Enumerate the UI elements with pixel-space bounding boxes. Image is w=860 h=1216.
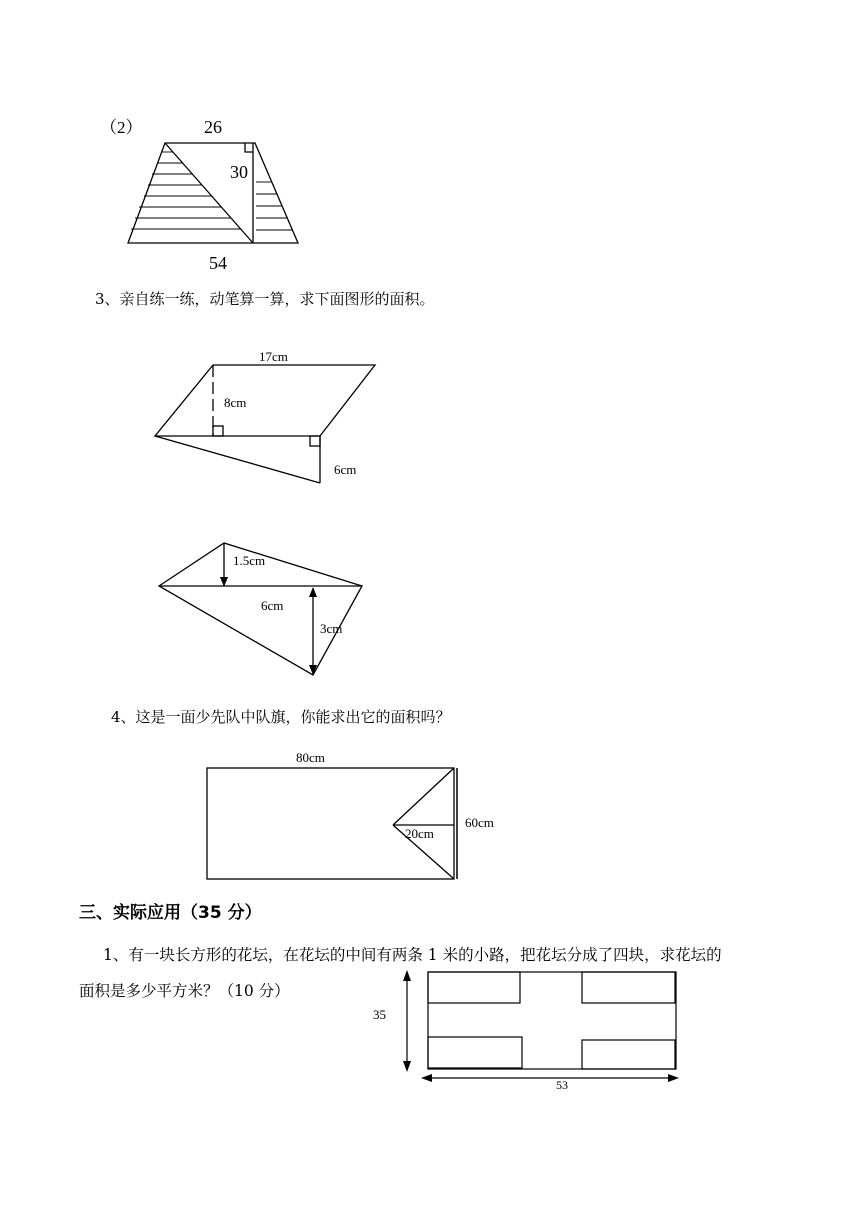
flag-height-label: 60cm <box>465 815 494 830</box>
trapezoid-bottom-label: 54 <box>209 253 227 273</box>
triangle-side-label: 6cm <box>334 462 357 477</box>
right-angle-mark <box>245 143 253 152</box>
trapezoid-height-label: 30 <box>230 162 248 182</box>
flag-width-label: 80cm <box>296 750 325 765</box>
flowerbed-outline <box>428 972 676 1069</box>
flag-figure <box>207 750 494 879</box>
question-3-text: 3、亲自练一练，动笔算一算，求下面图形的面积。 <box>95 290 435 308</box>
figure-label: （2） <box>100 118 143 137</box>
practical-q1-line1: 1、有一块长方形的花坛，在花坛的中间有两条 1 米的小路，把花坛分成了四块，求花坛的 <box>103 946 722 964</box>
flowerbed-block <box>428 1037 522 1068</box>
trapezoid-figure <box>100 117 298 273</box>
arrow-head <box>403 1061 411 1072</box>
arrow-head <box>403 970 411 981</box>
question-4-text: 4、这是一面少先队中队旗，你能求出它的面积吗？ <box>111 708 451 726</box>
arrow-head <box>421 1074 432 1082</box>
flowerbed-block <box>582 972 675 1003</box>
flowerbed-block <box>582 1040 675 1069</box>
trapezoid-outline <box>128 143 298 243</box>
section-3-title: 三、实际应用（35 分） <box>79 903 262 923</box>
right-angle-mark <box>213 426 223 436</box>
lower-height-label: 3cm <box>320 621 343 636</box>
trapezoid-diagonal <box>165 143 253 243</box>
flag-outline <box>207 768 454 879</box>
parallelogram-height-label: 8cm <box>224 395 247 410</box>
diagonal-label: 6cm <box>261 598 284 613</box>
flowerbed-block <box>428 972 520 1003</box>
trapezoid-hatching <box>131 152 292 230</box>
flowerbed-figure <box>373 970 679 1092</box>
notch-depth-label: 20cm <box>405 826 434 841</box>
arrow-head <box>668 1074 679 1082</box>
triangle-hypotenuse <box>155 436 320 483</box>
practical-q1-line2: 面积是多少平方米？（10 分） <box>79 982 290 1000</box>
parallelogram-top-label: 17cm <box>259 349 288 364</box>
flowerbed-width-label: 53 <box>556 1078 568 1092</box>
upper-height-label: 1.5cm <box>233 553 266 568</box>
arrow-head <box>309 587 317 597</box>
parallelogram-outline <box>155 365 375 436</box>
parallelogram-figure <box>155 349 375 483</box>
quadrilateral-figure <box>159 543 362 675</box>
flowerbed-height-label: 35 <box>373 1007 386 1022</box>
right-angle-mark <box>310 436 320 446</box>
trapezoid-top-label: 26 <box>204 117 222 137</box>
notch-upper-edge <box>393 768 454 825</box>
